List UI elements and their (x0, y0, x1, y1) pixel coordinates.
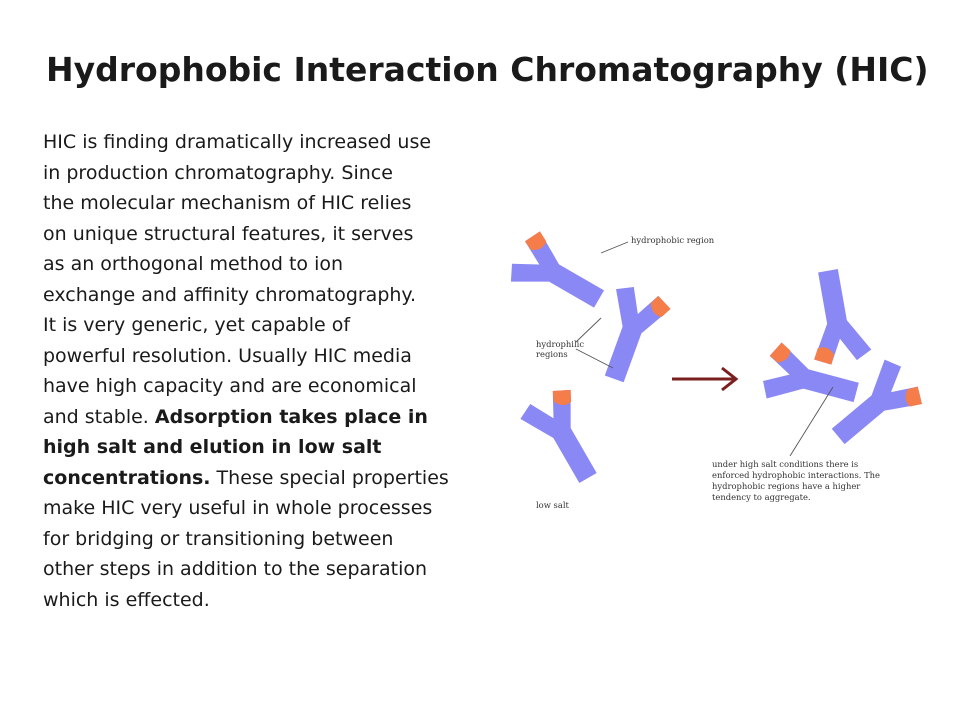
paragraph-part-1: HIC is finding dramatically increased use in production chromatography. Since the molecular mechanism of HIC relies on unique structural features, it serves as an orthogonal method to ion exchange and affinity chromatography. It is very generic, yet capable of powerful resolution. Usually HIC media have high capacity and are economical and stable. (43, 131, 432, 428)
aggregation-leader-line (790, 387, 833, 456)
transition-arrow (672, 368, 736, 390)
hydrophobic-region-leader-line (601, 242, 628, 253)
antibody-3 (516, 383, 613, 493)
hic-diagram (500, 205, 940, 525)
high-salt-caption-line-3: hydrophobic regions have a higher (712, 481, 861, 491)
hydrophilic-label-line-2: regions (536, 349, 568, 359)
hydrophobic-region-label: hydrophobic region (631, 235, 715, 245)
antibody-1 (504, 227, 614, 324)
antibody-2 (587, 282, 673, 389)
paragraph-part-2: These special properties make HIC very useful in whole processes for bridging or transitioning between other steps in addition to the separation which is effected. (43, 466, 449, 611)
aggregated-antibody-bottom (820, 354, 929, 458)
aggregated-antibody-top (799, 266, 872, 368)
hydrophilic-label-line-1: hydrophilic (536, 339, 585, 349)
paragraph-bold-statement: Adsorption takes place in high salt and elution in low salt concentrations. (43, 405, 428, 489)
low-salt-label: low salt (536, 500, 569, 510)
aggregated-antibody-left (759, 340, 864, 420)
high-salt-caption-line-1: under high salt conditions there is (712, 459, 859, 469)
high-salt-caption-line-2: enforced hydrophobic interactions. The (712, 470, 881, 480)
hydrophilic-leader-line-2 (576, 349, 613, 368)
slide-title: Hydrophobic Interaction Chromatography (HIC) (46, 50, 929, 89)
high-salt-caption-line-4: tendency to aggregate. (712, 492, 811, 502)
body-paragraph (43, 127, 488, 615)
